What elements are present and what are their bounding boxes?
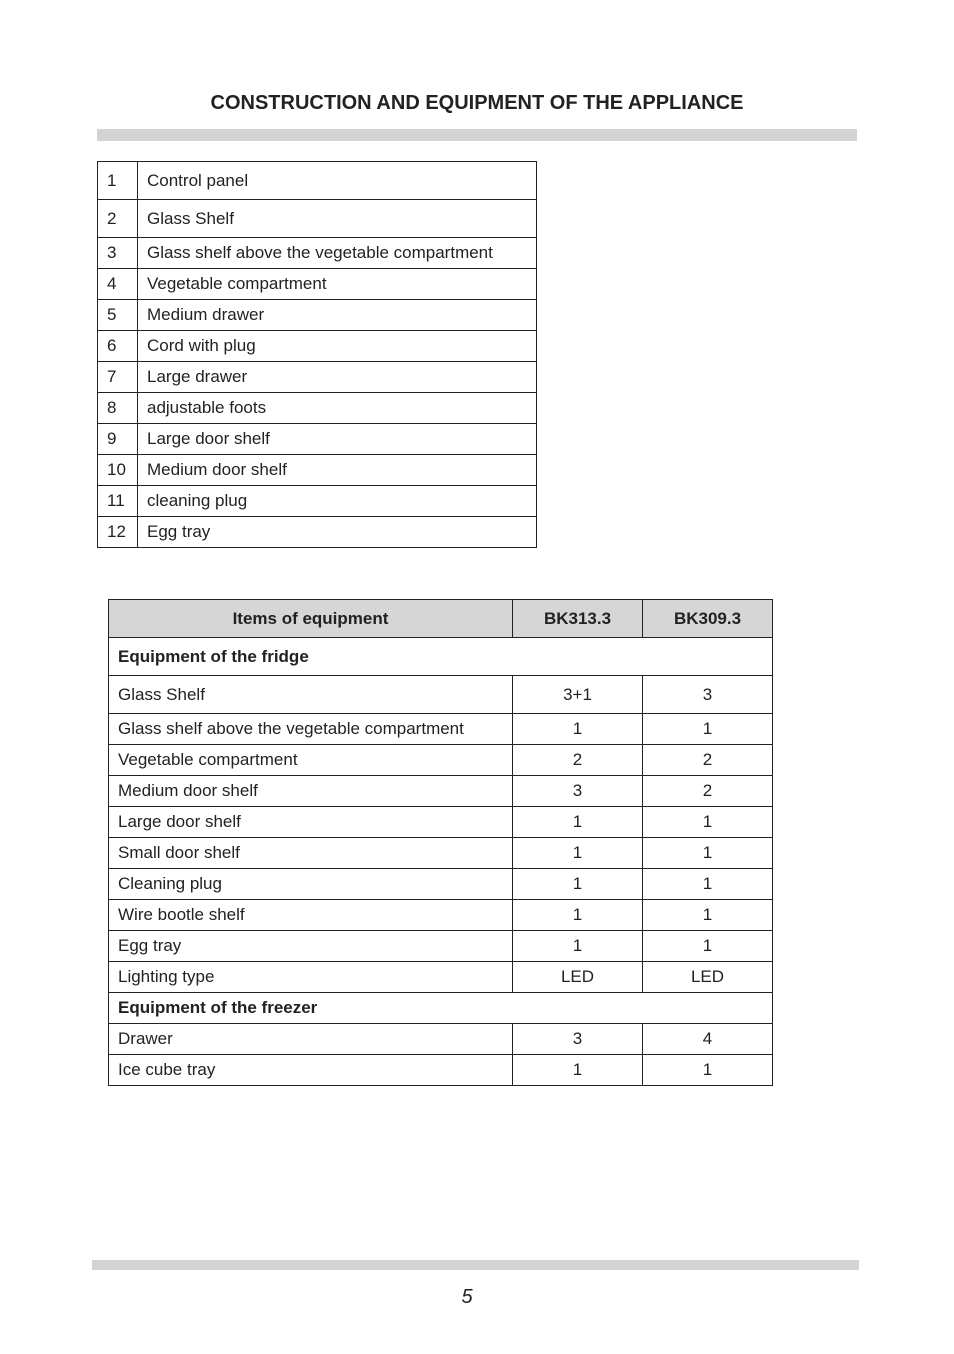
- value-model-b: 2: [643, 776, 773, 807]
- equipment-item: Lighting type: [109, 962, 513, 993]
- equipment-item: Egg tray: [109, 931, 513, 962]
- table-row: [98, 162, 537, 200]
- table-row: [98, 424, 537, 455]
- equipment-item: Glass shelf above the vegetable compartment: [109, 714, 513, 745]
- equipment-item: Medium door shelf: [109, 776, 513, 807]
- part-number: 8: [98, 393, 138, 424]
- value-model-b: 3: [643, 676, 773, 714]
- equipment-item: Ice cube tray: [109, 1055, 513, 1086]
- equipment-table: [108, 599, 773, 1086]
- value-model-a: 1: [513, 714, 643, 745]
- table-row: [98, 362, 537, 393]
- bottom-divider: [92, 1260, 859, 1270]
- part-name: adjustable foots: [138, 393, 537, 424]
- value-model-a: 1: [513, 1055, 643, 1086]
- page-title: CONSTRUCTION AND EQUIPMENT OF THE APPLIANCE: [210, 92, 744, 114]
- part-number: 12: [98, 517, 138, 548]
- value-model-b: 1: [643, 807, 773, 838]
- table-row: [109, 900, 773, 931]
- value-model-a: LED: [513, 962, 643, 993]
- value-model-a: 3: [513, 1024, 643, 1055]
- part-number: 5: [98, 300, 138, 331]
- part-number: 3: [98, 238, 138, 269]
- table-row: [109, 776, 773, 807]
- part-name: Control panel: [138, 162, 537, 200]
- equipment-item: Drawer: [109, 1024, 513, 1055]
- table-row: [98, 455, 537, 486]
- parts-table: [97, 161, 537, 548]
- part-name: Glass shelf above the vegetable compartment: [138, 238, 537, 269]
- value-model-b: 4: [643, 1024, 773, 1055]
- part-number: 10: [98, 455, 138, 486]
- table-row: [98, 517, 537, 548]
- table-row: [109, 962, 773, 993]
- column-header-model-a: BK313.3: [513, 600, 643, 638]
- table-row: [98, 331, 537, 362]
- part-name: Vegetable compartment: [138, 269, 537, 300]
- value-model-a: 1: [513, 838, 643, 869]
- part-number: 7: [98, 362, 138, 393]
- value-model-b: 1: [643, 714, 773, 745]
- part-name: Large door shelf: [138, 424, 537, 455]
- column-header-items: Items of equipment: [109, 600, 513, 638]
- equipment-item: Large door shelf: [109, 807, 513, 838]
- part-number: 4: [98, 269, 138, 300]
- table-row: [109, 838, 773, 869]
- value-model-a: 3: [513, 776, 643, 807]
- table-row: [98, 300, 537, 331]
- table-row: [109, 745, 773, 776]
- table-row: [109, 931, 773, 962]
- value-model-b: 1: [643, 869, 773, 900]
- table-row: [109, 1055, 773, 1086]
- part-name: Egg tray: [138, 517, 537, 548]
- value-model-b: 2: [643, 745, 773, 776]
- part-name: Medium door shelf: [138, 455, 537, 486]
- equipment-item: Wire bootle shelf: [109, 900, 513, 931]
- column-header-model-b: BK309.3: [643, 600, 773, 638]
- page-number: 5: [461, 1286, 473, 1308]
- part-name: Cord with plug: [138, 331, 537, 362]
- value-model-a: 1: [513, 869, 643, 900]
- value-model-b: 1: [643, 900, 773, 931]
- table-header-row: [109, 600, 773, 638]
- table-row: [98, 238, 537, 269]
- value-model-b: LED: [643, 962, 773, 993]
- table-row: [109, 807, 773, 838]
- section-row: [109, 993, 773, 1024]
- part-number: 9: [98, 424, 138, 455]
- section-row: [109, 638, 773, 676]
- top-divider: [97, 129, 857, 141]
- part-number: 2: [98, 200, 138, 238]
- value-model-a: 1: [513, 931, 643, 962]
- table-row: [98, 486, 537, 517]
- table-row: [109, 1024, 773, 1055]
- equipment-item: Small door shelf: [109, 838, 513, 869]
- table-row: [109, 676, 773, 714]
- value-model-a: 2: [513, 745, 643, 776]
- value-model-b: 1: [643, 838, 773, 869]
- part-number: 6: [98, 331, 138, 362]
- part-name: cleaning plug: [138, 486, 537, 517]
- part-number: 1: [98, 162, 138, 200]
- value-model-b: 1: [643, 931, 773, 962]
- part-number: 11: [98, 486, 138, 517]
- table-row: [109, 869, 773, 900]
- value-model-a: 3+1: [513, 676, 643, 714]
- value-model-a: 1: [513, 900, 643, 931]
- equipment-item: Vegetable compartment: [109, 745, 513, 776]
- equipment-item: Glass Shelf: [109, 676, 513, 714]
- part-name: Large drawer: [138, 362, 537, 393]
- section-title-fridge: Equipment of the fridge: [109, 638, 773, 676]
- section-title-freezer: Equipment of the freezer: [109, 993, 773, 1024]
- table-row: [109, 714, 773, 745]
- value-model-b: 1: [643, 1055, 773, 1086]
- equipment-item: Cleaning plug: [109, 869, 513, 900]
- part-name: Medium drawer: [138, 300, 537, 331]
- part-name: Glass Shelf: [138, 200, 537, 238]
- table-row: [98, 393, 537, 424]
- table-row: [98, 269, 537, 300]
- value-model-a: 1: [513, 807, 643, 838]
- table-row: [98, 200, 537, 238]
